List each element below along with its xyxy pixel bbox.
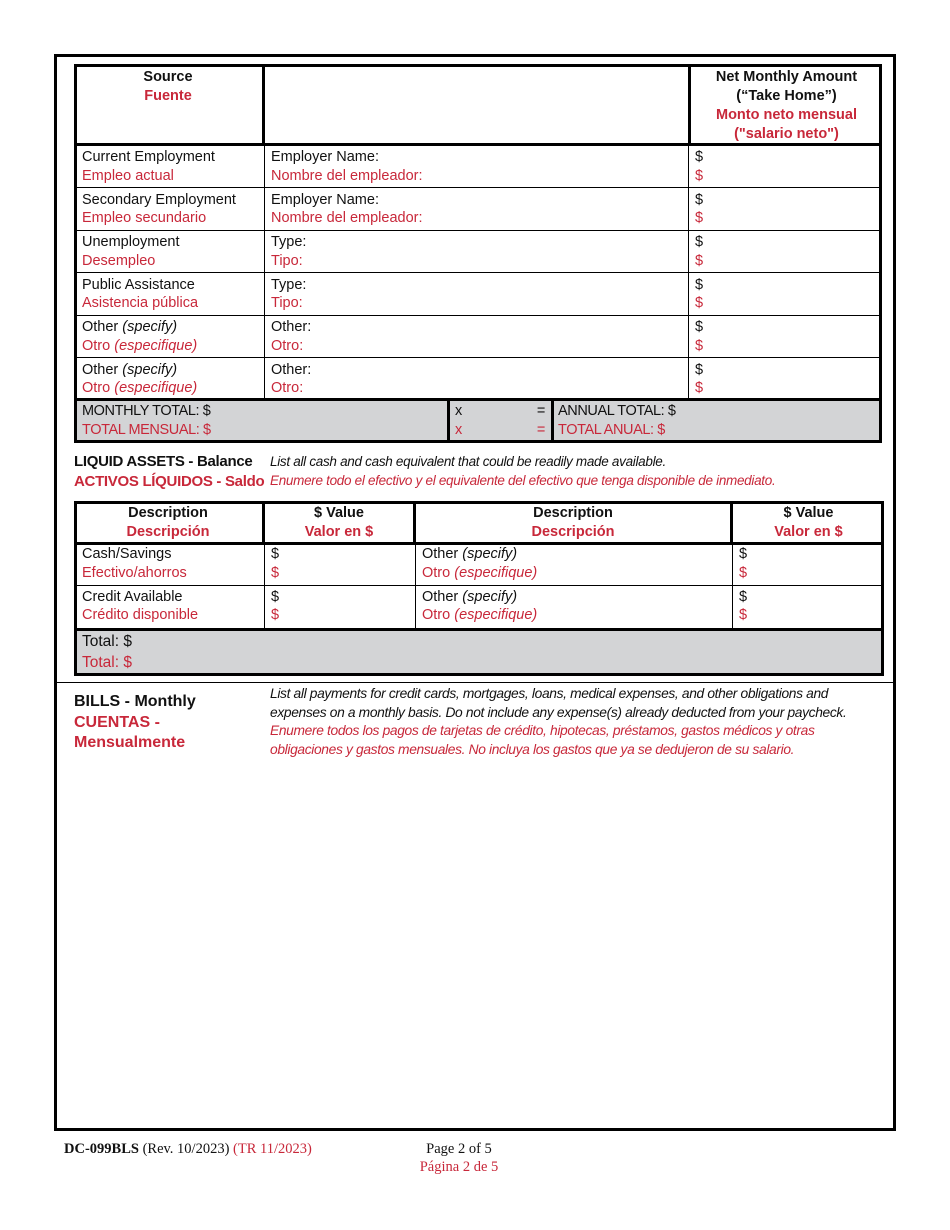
income-grid: [74, 64, 882, 442]
income-total-row: [74, 398, 882, 443]
assets-header-value-2: $ Value Valor en $: [774, 505, 843, 540]
page-number: Page 2 of 5 Página 2 de 5: [419, 1141, 499, 1175]
asset-row: [77, 586, 881, 629]
income-row: [77, 145, 879, 188]
income-amount-cell[interactable]: $ $: [695, 276, 704, 311]
multiplier-cell[interactable]: x = x =: [447, 398, 554, 443]
asset-other-description-cell[interactable]: Other (specify) Otro (especifique): [416, 543, 733, 585]
liquid-assets-title: LIQUID ASSETS - Balance ACTIVOS LÍQUIDOS - Saldo: [74, 453, 265, 490]
asset-other-value-cell[interactable]: $ $: [739, 588, 748, 623]
income-source-cell: Unemployment Desempleo: [77, 230, 265, 272]
form-id: DC-099BLS (Rev. 10/2023) (TR 11/2023): [64, 1141, 312, 1157]
liquid-assets-table: [74, 501, 884, 676]
asset-other-value-cell[interactable]: $ $: [739, 546, 748, 581]
income-detail-cell[interactable]: Employer Name: Nombre del empleador:: [265, 145, 689, 187]
asset-value-cell[interactable]: $ $: [265, 586, 416, 629]
income-amount-cell[interactable]: $ $: [695, 234, 704, 269]
assets-header-value-1: $ Value Valor en $: [265, 501, 416, 545]
income-source-cell: Current Employment Empleo actual: [77, 145, 265, 187]
asset-description-cell: Cash/Savings Efectivo/ahorros: [77, 543, 265, 585]
income-row: [77, 315, 879, 358]
income-amount-cell[interactable]: $ $: [695, 149, 704, 184]
income-row: [77, 273, 879, 316]
income-detail-cell[interactable]: Type: Tipo:: [265, 230, 689, 272]
income-amount-cell[interactable]: $ $: [695, 361, 704, 396]
liquid-assets-description: List all cash and cash equivalent that could be readily made available. Enumere todo el efectivo y el equivalente del efectivo que tenga disponible de inmediato.: [270, 454, 776, 488]
assets-header-desc-1: Description Descripción: [74, 501, 265, 545]
income-amount-cell[interactable]: $ $: [695, 319, 704, 354]
income-row: [77, 188, 879, 231]
asset-other-description-cell[interactable]: Other (specify) Otro (especifique): [416, 586, 733, 629]
income-detail-cell[interactable]: Employer Name: Nombre del empleador:: [265, 188, 689, 230]
income-source-cell: Other (specify) Otro (especifique): [77, 358, 265, 401]
monthly-total[interactable]: MONTHLY TOTAL: $ TOTAL MENSUAL: $: [82, 403, 211, 438]
income-source-cell: Other (specify) Otro (especifique): [77, 315, 265, 357]
income-detail-cell[interactable]: Other: Otro:: [265, 358, 689, 401]
section-divider: [57, 682, 893, 683]
amount-header: Net Monthly Amount (“Take Home”) Monto neto mensual ("salario neto"): [688, 64, 882, 146]
assets-header-desc-2: Description Descripción: [416, 501, 733, 545]
income-amount-cell[interactable]: $ $: [695, 191, 704, 226]
bills-title: BILLS - Monthly CUENTAS - Mensualmente: [74, 693, 196, 751]
income-row: [77, 230, 879, 273]
bills-description: List all payments for credit cards, mortgages, loans, medical expenses, and other obligations and expenses on a monthly basis. Do not include any expense(s) already deducted from your paycheck. Enumere todos los pagos de tarjetas de crédito, hipotecas, préstamos, gastos médicos y otras obligaciones y gastos mensuales. No incluya los gastos que ya se dedujeron de su salario.: [270, 686, 847, 757]
asset-row: [77, 543, 881, 586]
income-row: [77, 358, 879, 401]
asset-value-cell[interactable]: $ $: [265, 543, 416, 585]
source-header: Source Fuente: [74, 64, 265, 146]
income-source-cell: Secondary Employment Empleo secundario: [77, 188, 265, 230]
income-body: [74, 145, 882, 400]
income-detail-cell[interactable]: Type: Tipo:: [265, 273, 689, 315]
asset-description-cell: Credit Available Crédito disponible: [77, 586, 265, 629]
assets-body: [74, 543, 884, 629]
annual-total[interactable]: ANNUAL TOTAL: $ TOTAL ANUAL: $: [558, 403, 676, 438]
income-detail-cell[interactable]: Other: Otro:: [265, 315, 689, 357]
income-source-cell: Public Assistance Asistencia pública: [77, 273, 265, 315]
assets-total-row[interactable]: Total: $ Total: $: [74, 628, 884, 676]
